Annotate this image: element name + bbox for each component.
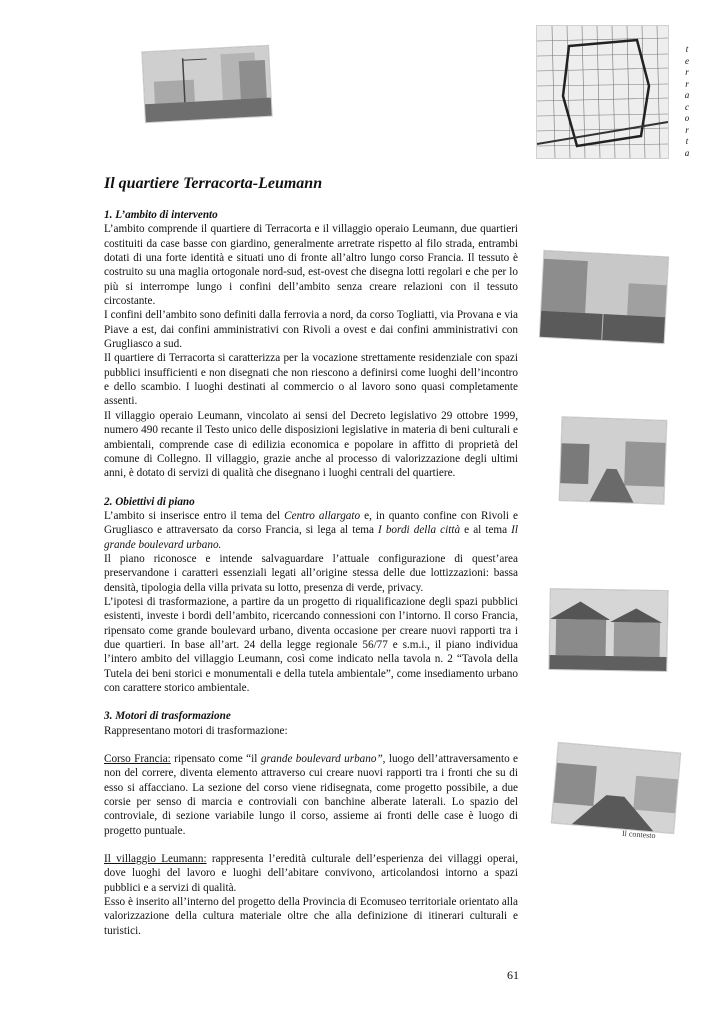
paragraph: Il quartiere di Terracorta si caratterizza per la vocazione strettamente residenziale con spazi pubblici insufficienti e non disegnati che non riescono a definirsi come luoghi dell’incontro e dello scambio. I luoghi destinati al commercio o al lavoro sono quasi completamente assenti. xyxy=(104,352,518,408)
page-title: Il quartiere Terracorta-Leumann xyxy=(104,175,323,192)
side-letter: c xyxy=(685,101,689,112)
photo-context xyxy=(552,743,681,833)
section-heading: 3. Motori di trasformazione xyxy=(104,710,231,723)
paragraph: I confini dell’ambito sono definiti dalla ferrovia a nord, da corso Togliatti, via Provana e via Piave a est, dai confini amministrativi con Rivoli a ovest e dai confini amministrativi con Grugliasco a sud. xyxy=(104,309,518,351)
photo-road-houses xyxy=(560,417,667,504)
paragraph: Il piano riconosce e intende salvaguardare l’attuale configurazione di quest’area preservandone i caratteri essenziali legati all’origine stessa delle due lottizzazioni: bassa densità, tipologia della villa privata su lotto, presenza di verde, privacy. xyxy=(104,552,518,594)
photo-houses xyxy=(549,589,667,671)
side-letter: t xyxy=(685,44,689,54)
paragraph: L’ambito comprende il quartiere di Terracorta e il villaggio operaio Leumann, due quartieri costituiti da case basse con giardino, generalmente arretrate rispetto al filo strada, entrambi dotati di una forte identità e situati uno di fronte all’altro lungo corso Francia. Il tessuto è costruito su una maglia ortogonale nord-sud, est-ovest che disegna lotti regolari e che per lo più si interrompe lungo i confini dell’ambito senza creare relazioni con il tessuto circostante. xyxy=(104,223,518,308)
side-letter: a xyxy=(684,147,690,158)
photo-street-towers xyxy=(142,46,271,122)
side-letter: r xyxy=(685,78,689,89)
side-letter: r xyxy=(685,67,689,77)
paragraph: Corso Francia: ripensato come “il grande boulevard urbano”, luogo dell’attraversamento e non del correre, diventa elemento attraverso cui creare nuovi rapporti tra i fronti che su di esso si affacciano. La sezione del corso viene ridisegnata, come progetto possibile, a due corsie per senso di marcia e controviali con banchine alberate laterali. Lo spazio del controviale, di sezione variabile lungo il corso, assieme ai fronti delle case è luogo di progetto puntuale. xyxy=(104,753,519,837)
side-label xyxy=(682,44,692,159)
photo-buildings-street xyxy=(540,251,668,343)
side-letter: e xyxy=(685,55,689,66)
paragraph: Esso è inserito all’interno del progetto della Provincia di Ecomuseo territoriale orientato alla valorizzazione della cultura materiale oltre che alla definizione di itinerari culturali e turistici. xyxy=(104,896,518,937)
paragraph: Il villaggio Leumann: rappresenta l’eredità culturale dell’esperienza dei villaggi operai, dove luoghi del lavoro e luoghi dell’abitare convivono, articolandosi intorno a spazi pubblici e a servizi di qualità. xyxy=(104,853,519,894)
photo-caption: Il contesto xyxy=(621,828,656,841)
paragraph: Il villaggio operaio Leumann, vincolato ai sensi del Decreto legislativo 29 ottobre 1999, numero 490 recante il Testo unico delle disposizioni legislative in materia di beni culturali e ambientali, comprende case di edilizia economica e popolare in affitto di proprietà del comune di Collegno. Il villaggio, grazie anche al processo di valorizzazione degli ultimi anni, è dotato di servizi di qualità che disegnano i luoghi centrali del quartiere. xyxy=(104,409,518,480)
side-letter: a xyxy=(684,90,690,100)
side-letter: o xyxy=(684,113,690,123)
side-letter: t xyxy=(685,136,689,146)
section-heading: 1. L’ambito di intervento xyxy=(104,209,218,221)
paragraph: L’ambito si inserisce entro il tema del Centro allargato e, in quanto confine con Rivoli e Grugliasco e attraversato da corso Francia, si lega al tema I bordi della città e al tema Il grande boulevard urbano. xyxy=(104,509,519,551)
section-heading: 2. Obiettivi di piano xyxy=(104,495,195,508)
paragraph: L’ipotesi di trasformazione, a partire da un progetto di riqualificazione degli spazi pubblici esistenti, investe i bordi dell’ambito, ricercando connessioni con l’intorno. Il corso Francia, ripensato come grande boulevard urbano, diventa occasione per creare nuovi rapporti tra i due quartieri. In base all’art. 24 della legge regionale 56/77 e s.m.i., il piano individua l’intero ambito del villaggio Leumann, così come indicato nella tavola n. 2 “Tavola della Tutela dei beni storici e monumentali e della tutela ambientale”, come insediamento urbano con carattere storico ambientale. xyxy=(104,595,518,694)
page-number: 61 xyxy=(507,968,519,982)
side-letter: r xyxy=(685,124,689,135)
body-text xyxy=(104,208,518,938)
map-image xyxy=(537,26,668,158)
paragraph: Rappresentano motori di trasformazione: xyxy=(104,724,288,737)
